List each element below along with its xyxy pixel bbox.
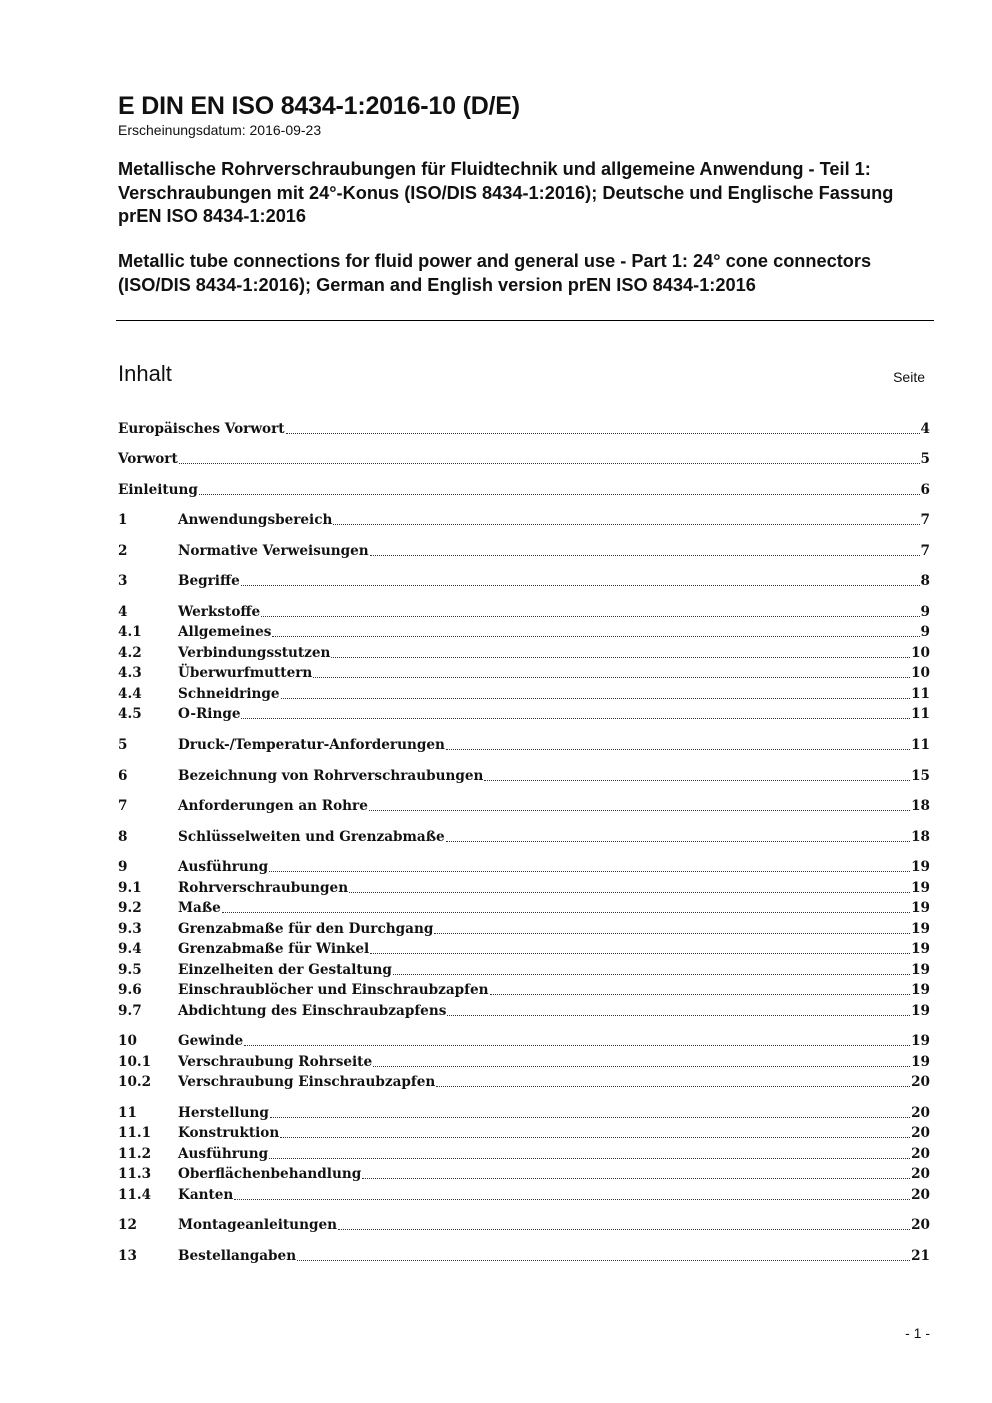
toc-leader-dots	[179, 462, 920, 464]
toc-entry-number: 11	[118, 1105, 137, 1121]
toc-entry-title: Grenzabmaße für Winkel	[178, 941, 370, 957]
toc-entry-page: 19	[911, 982, 930, 998]
toc-entry-number: 10.2	[118, 1074, 152, 1090]
toc-entry-number: 9.4	[118, 941, 142, 957]
toc-entry[interactable]	[118, 621, 930, 641]
toc-entry-page: 15	[911, 768, 930, 784]
toc-entry-page: 20	[911, 1105, 930, 1121]
toc-leader-dots	[199, 493, 920, 495]
toc-entry[interactable]	[118, 877, 930, 897]
toc-entry-number: 9.7	[118, 1003, 142, 1019]
toc-entry[interactable]	[118, 938, 930, 958]
page-number: - 1 -	[905, 1325, 930, 1341]
toc-entry-title: Ausführung	[178, 859, 269, 875]
toc-entry-page: 7	[920, 512, 930, 528]
toc-leader-dots	[447, 1014, 910, 1016]
toc-entry-title: Europäisches Vorwort	[118, 421, 285, 437]
toc-entry[interactable]	[118, 448, 930, 468]
toc-entry-title: Verbindungsstutzen	[178, 645, 331, 661]
toc-entry-title: Schlüsselweiten und Grenzabmaße	[178, 829, 445, 845]
toc-leader-dots	[369, 809, 910, 811]
toc-entry-page: 20	[911, 1125, 930, 1141]
toc-entry-number: 4.4	[118, 686, 142, 702]
toc-entry-title: Einschraublöcher und Einschraubzapfen	[178, 982, 489, 998]
toc-entry[interactable]	[118, 540, 930, 560]
toc-entry[interactable]	[118, 642, 930, 662]
toc-entry-page: 21	[911, 1248, 930, 1264]
toc-entry-page: 20	[911, 1166, 930, 1182]
toc-entry[interactable]	[118, 959, 930, 979]
toc-entry-page: 20	[911, 1187, 930, 1203]
toc-entry-title: Bezeichnung von Rohrverschraubungen	[178, 768, 484, 784]
toc-entry[interactable]	[118, 1143, 930, 1163]
toc-entry-number: 10.1	[118, 1054, 152, 1070]
standard-number: E DIN EN ISO 8434-1:2016-10 (D/E)	[118, 92, 520, 120]
toc-leader-dots	[333, 523, 919, 525]
toc-entry-page: 19	[911, 941, 930, 957]
toc-leader-dots	[281, 697, 911, 699]
toc-entry-number: 5	[118, 737, 128, 753]
toc-entry-title: Ausführung	[178, 1146, 269, 1162]
toc-leader-dots	[362, 1177, 910, 1179]
toc-entry-number: 9.1	[118, 880, 142, 896]
toc-entry-number: 11.4	[118, 1187, 152, 1203]
toc-leader-dots	[349, 891, 910, 893]
toc-entry[interactable]	[118, 734, 930, 754]
toc-entry-page: 19	[911, 1003, 930, 1019]
toc-entry-number: 4	[118, 604, 128, 620]
toc-leader-dots	[280, 1136, 910, 1138]
toc-leader-dots	[241, 717, 910, 719]
toc-entry-number: 2	[118, 543, 128, 559]
toc-entry-page: 4	[920, 421, 930, 437]
toc-leader-dots	[434, 932, 910, 934]
toc-entry-number: 12	[118, 1217, 137, 1233]
toc-entry-page: 7	[920, 543, 930, 559]
toc-entry-number: 11.1	[118, 1125, 152, 1141]
toc-entry-number: 11.2	[118, 1146, 152, 1162]
toc-entry[interactable]	[118, 1245, 930, 1265]
toc-leader-dots	[241, 584, 920, 586]
toc-leader-dots	[313, 676, 910, 678]
toc-entry-title: Verschraubung Einschraubzapfen	[178, 1074, 436, 1090]
toc-entry-page: 20	[911, 1217, 930, 1233]
toc-entry-title: Werkstoffe	[178, 604, 261, 620]
toc-entry[interactable]	[118, 1163, 930, 1183]
toc-entry[interactable]	[118, 765, 930, 785]
toc-entry-page: 19	[911, 1054, 930, 1070]
toc-entry[interactable]	[118, 826, 930, 846]
toc-entry-title: Normative Verweisungen	[178, 543, 369, 559]
toc-entry-title: Konstruktion	[178, 1125, 280, 1141]
toc-entry-number: 9.5	[118, 962, 142, 978]
toc-entry-page: 19	[911, 921, 930, 937]
toc-entry-page: 19	[911, 880, 930, 896]
toc-leader-dots	[446, 748, 910, 750]
toc-leader-dots	[490, 993, 911, 995]
toc-entry-page: 19	[911, 859, 930, 875]
toc-entry-page: 19	[911, 1033, 930, 1049]
toc-entry[interactable]	[118, 1184, 930, 1204]
toc-entry[interactable]	[118, 601, 930, 621]
toc-leader-dots	[436, 1085, 910, 1087]
toc-entry-title: Überwurfmuttern	[178, 665, 313, 681]
toc-entry-number: 13	[118, 1248, 137, 1264]
toc-leader-dots	[370, 554, 920, 556]
toc-entry-title: Gewinde	[178, 1033, 244, 1049]
toc-entry-title: Begriffe	[178, 573, 240, 589]
toc-entry-title: Rohrverschraubungen	[178, 880, 349, 896]
toc-entry-title: Schneidringe	[178, 686, 280, 702]
toc-entry-page: 18	[911, 798, 930, 814]
toc-entry-number: 7	[118, 798, 128, 814]
toc-entry-title: O-Ringe	[178, 706, 241, 722]
toc-entry-title: Anwendungsbereich	[178, 512, 333, 528]
toc-entry[interactable]	[118, 1000, 930, 1020]
toc-entry-page: 11	[911, 686, 930, 702]
toc-entry-title: Grenzabmaße für den Durchgang	[178, 921, 434, 937]
toc-entry-number: 6	[118, 768, 128, 784]
toc-entry[interactable]	[118, 795, 930, 815]
toc-entry[interactable]	[118, 1102, 930, 1122]
toc-leader-dots	[331, 656, 910, 658]
toc-leader-dots	[297, 1259, 910, 1261]
toc-entry-title: Anforderungen an Rohre	[178, 798, 368, 814]
toc-entry-title: Bestellangaben	[178, 1248, 297, 1264]
toc-entry-number: 9.2	[118, 900, 142, 916]
toc-entry[interactable]	[118, 703, 930, 723]
title-german: Metallische Rohrverschraubungen für Fluidtechnik und allgemeine Anwendung - Teil 1: Verschraubungen mit 24°-Konus (ISO/DIS 8434-1:2016); Deutsche und Englische Fassung prEN ISO 8434-1:2016	[118, 159, 894, 226]
toc-entry-page: 18	[911, 829, 930, 845]
toc-entry-page: 20	[911, 1146, 930, 1162]
toc-leader-dots	[393, 973, 910, 975]
toc-entry-title: Vorwort	[118, 451, 178, 467]
toc-entry[interactable]	[118, 479, 930, 499]
toc-entry-title: Maße	[178, 900, 221, 916]
toc-entry[interactable]	[118, 979, 930, 999]
toc-leader-dots	[370, 952, 910, 954]
toc-entry[interactable]	[118, 683, 930, 703]
toc-entry[interactable]	[118, 1071, 930, 1091]
toc-entry-number: 9.6	[118, 982, 142, 998]
toc-leader-dots	[446, 840, 910, 842]
toc-leader-dots	[244, 1044, 910, 1046]
toc-entry-title: Kanten	[178, 1187, 234, 1203]
toc-entry[interactable]	[118, 570, 930, 590]
toc-entry-number: 10	[118, 1033, 137, 1049]
toc-entry-page: 10	[911, 665, 930, 681]
toc-leader-dots	[484, 779, 910, 781]
toc-leader-dots	[286, 432, 920, 434]
toc-entry[interactable]	[118, 509, 930, 529]
toc-entry-number: 9	[118, 859, 128, 875]
toc-leader-dots	[222, 911, 910, 913]
toc-entry-number: 1	[118, 512, 128, 528]
toc-entry-title: Oberflächenbehandlung	[178, 1166, 362, 1182]
title-english: Metallic tube connections for fluid power and general use - Part 1: 24° cone connectors (ISO/DIS 8434-1:2016); German and English version prEN ISO 8434-1:2016	[118, 251, 872, 295]
toc-entry[interactable]	[118, 1030, 930, 1050]
toc-leader-dots	[272, 635, 919, 637]
toc-entry-page: 19	[911, 962, 930, 978]
toc-leader-dots	[269, 1157, 910, 1159]
toc-entry-title: Abdichtung des Einschraubzapfens	[178, 1003, 447, 1019]
toc-entry-page: 5	[920, 451, 930, 467]
toc-entry-number: 4.5	[118, 706, 142, 722]
toc-entry-title: Einzelheiten der Gestaltung	[178, 962, 392, 978]
toc-entry-number: 11.3	[118, 1166, 152, 1182]
toc-entry-number: 4.1	[118, 624, 142, 640]
toc-entry-number: 4.3	[118, 665, 142, 681]
toc-leader-dots	[338, 1228, 910, 1230]
toc-entry-page: 11	[911, 737, 930, 753]
toc-entry-title: Verschraubung Rohrseite	[178, 1054, 373, 1070]
toc-entry-page: 9	[920, 604, 930, 620]
toc-entry[interactable]	[118, 1122, 930, 1142]
toc-entry-number: 4.2	[118, 645, 142, 661]
toc-entry[interactable]	[118, 918, 930, 938]
toc-entry[interactable]	[118, 1214, 930, 1234]
toc-entry-number: 9.3	[118, 921, 142, 937]
toc-entry-page: 8	[920, 573, 930, 589]
toc-entry-title: Einleitung	[118, 482, 198, 498]
toc-entry-page: 11	[911, 706, 930, 722]
toc-entry-page: 9	[920, 624, 930, 640]
toc-page-label: Seite	[893, 369, 925, 385]
toc-entry[interactable]	[118, 662, 930, 682]
toc-entry-page: 20	[911, 1074, 930, 1090]
toc-entry[interactable]	[118, 856, 930, 876]
toc-leader-dots	[373, 1065, 910, 1067]
title-divider	[116, 320, 934, 321]
toc-leader-dots	[261, 615, 919, 617]
toc-entry[interactable]	[118, 1051, 930, 1071]
toc-entry-title: Druck-/Temperatur-Anforderungen	[178, 737, 445, 753]
toc-entry-title: Allgemeines	[178, 624, 272, 640]
toc-leader-dots	[269, 870, 910, 872]
toc-entry-page: 10	[911, 645, 930, 661]
toc-leader-dots	[234, 1198, 910, 1200]
toc-entry-page: 6	[920, 482, 930, 498]
toc-entry-number: 8	[118, 829, 128, 845]
toc-entry[interactable]	[118, 418, 930, 438]
toc-entry-title: Montageanleitungen	[178, 1217, 337, 1233]
toc-entry[interactable]	[118, 897, 930, 917]
toc-entry-page: 19	[911, 900, 930, 916]
toc-leader-dots	[270, 1116, 910, 1118]
toc-entry-number: 3	[118, 573, 128, 589]
publication-date: Erscheinungsdatum: 2016-09-23	[118, 122, 322, 138]
toc-heading: Inhalt	[118, 361, 172, 386]
toc-entry-title: Herstellung	[178, 1105, 269, 1121]
